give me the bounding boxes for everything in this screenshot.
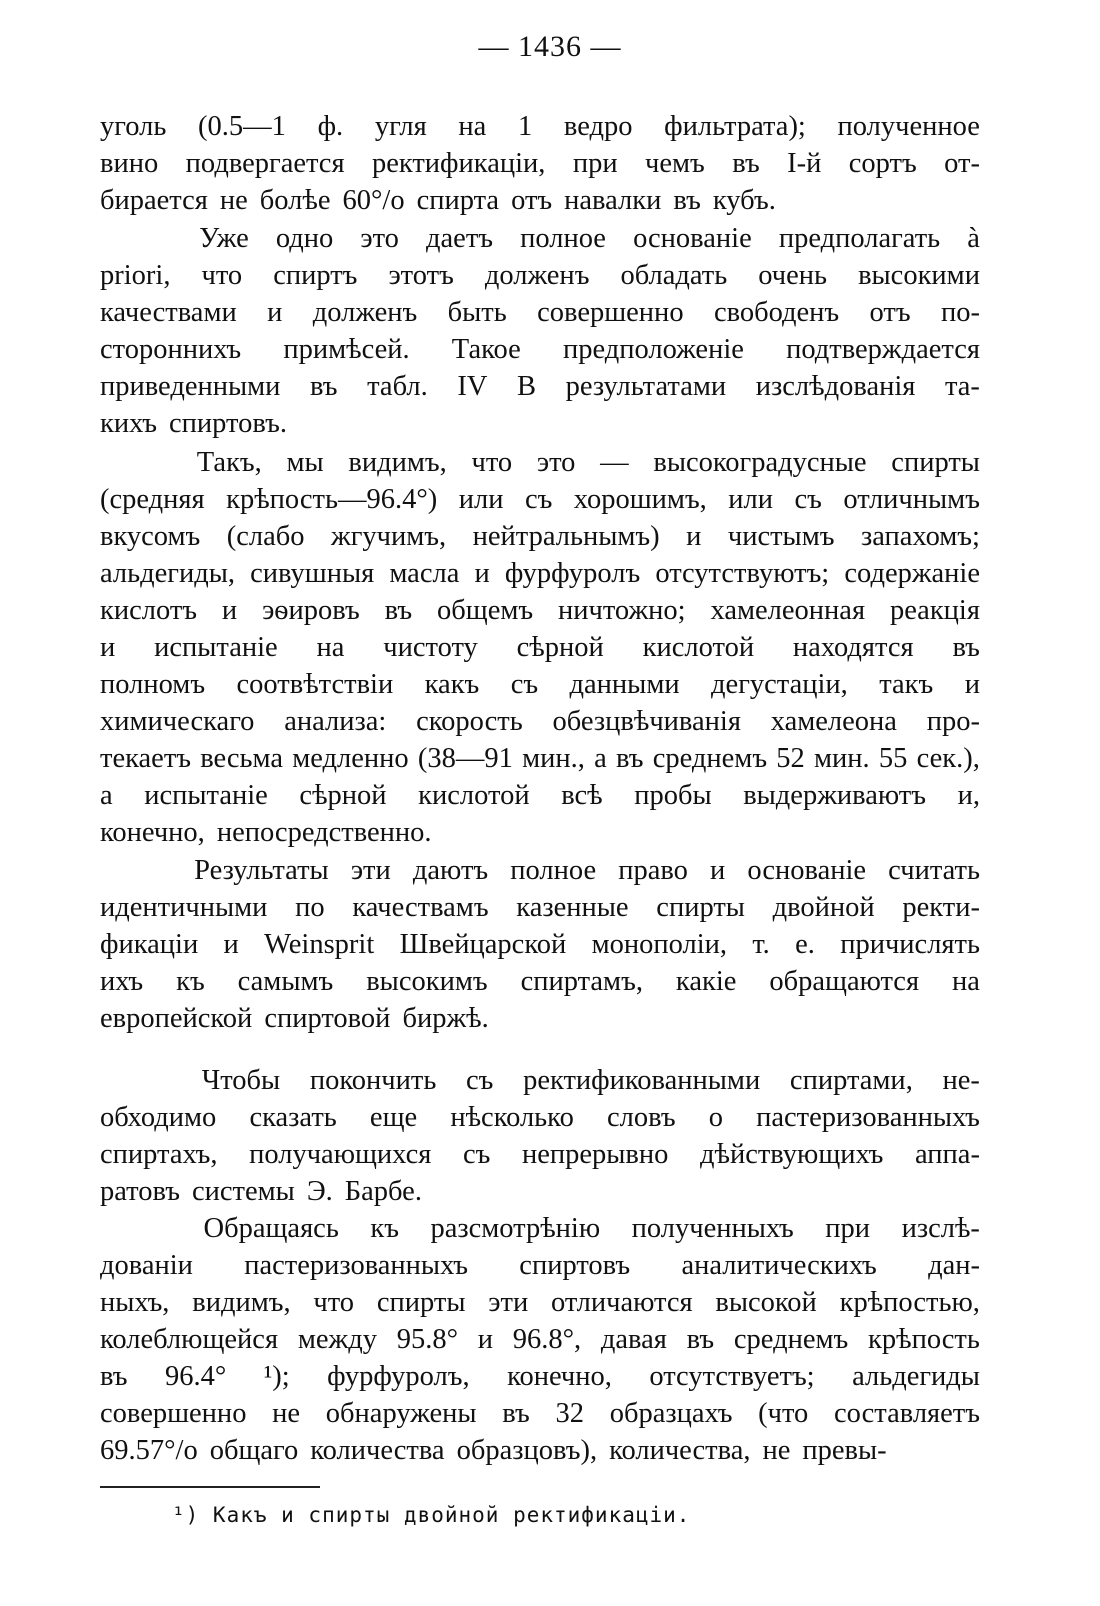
- text-line: совершенно не обнаружены въ 32 образцахъ (что составляетъ: [100, 1398, 980, 1429]
- footnote: ¹) Какъ и спирты двойной ректификаціи.: [172, 1503, 691, 1527]
- text-line: химическаго анализа: скорость обезцвѣчиванія хамелеона про-: [100, 706, 980, 737]
- text-line: текаетъ весьма медленно (38—91 мин., а въ среднемъ 52 мин. 55 сек.),: [100, 743, 980, 774]
- text-line: альдегиды, сивушныя масла и фурфуролъ отсутствуютъ; содержаніе: [100, 558, 980, 589]
- text-line: конечно, непосредственно.: [100, 817, 432, 848]
- text-line: стороннихъ примѣсей. Такое предположеніе подтверждается: [100, 334, 980, 365]
- text-line: Чтобы покончить съ ректификованными спиртами, не-: [201, 1065, 980, 1096]
- text-line: ратовъ системы Э. Барбе.: [100, 1176, 422, 1207]
- text-line: бирается не болѣе 60°/o спирта отъ навалки въ кубъ.: [100, 185, 776, 216]
- text-line: спиртахъ, получающихся съ непрерывно дѣйствующихъ аппа-: [100, 1139, 980, 1170]
- text-line: кихъ спиртовъ.: [100, 408, 287, 439]
- footnote-rule: [100, 1486, 320, 1488]
- text-line: приведенными въ табл. IV В результатами изслѣдованія та-: [100, 371, 980, 402]
- text-line: ныхъ, видимъ, что спирты эти отличаются высокой крѣпостью,: [100, 1287, 980, 1318]
- text-line: priori, что спиртъ этотъ долженъ обладать очень высокими: [100, 260, 980, 291]
- text-line: Такъ, мы видимъ, что это — высокоградусные спирты: [196, 447, 980, 478]
- text-line: европейской спиртовой биржѣ.: [100, 1003, 489, 1034]
- text-line: вкусомъ (слабо жгучимъ, нейтральнымъ) и чистымъ запахомъ;: [100, 521, 980, 552]
- text-line: качествами и долженъ быть совершенно свободенъ отъ по-: [100, 297, 980, 328]
- text-line: Обращаясь къ разсмотрѣнію полученныхъ при изслѣ-: [203, 1213, 980, 1244]
- text-line: идентичными по качествамъ казенные спирты двойной ректи-: [100, 892, 980, 923]
- text-line: обходимо сказать еще нѣсколько словъ о пастеризованныхъ: [100, 1102, 980, 1133]
- text-line: Уже одно это даетъ полное основаніе предполагать à: [199, 223, 980, 254]
- text-line: а испытаніе сѣрной кислотой всѣ пробы выдерживаютъ и,: [100, 780, 980, 811]
- text-line: фикаціи и Weinsprit Швейцарской монополіи, т. е. причислять: [100, 929, 980, 960]
- page-number: — 1436 —: [478, 30, 622, 63]
- text-line: дованіи пастеризованныхъ спиртовъ аналитическихъ дан-: [100, 1250, 980, 1281]
- text-line: кислотъ и эѳировъ въ общемъ ничтожно; хамелеонная реакція: [100, 595, 980, 626]
- text-line: ихъ къ самымъ высокимъ спиртамъ, какіе обращаются на: [100, 966, 980, 997]
- text-line: и испытаніе на чистоту сѣрной кислотой находятся въ: [100, 632, 980, 663]
- text-line: въ 96.4° ¹); фурфуролъ, конечно, отсутствуетъ; альдегиды: [100, 1361, 980, 1392]
- text-line: уголь (0.5—1 ф. угля на 1 ведро фильтрата); полученное: [100, 111, 980, 142]
- text-line: (средняя крѣпость—96.4°) или съ хорошимъ, или съ отличнымъ: [100, 484, 980, 515]
- text-line: полномъ соотвѣтствіи какъ съ данными дегустаціи, такъ и: [100, 669, 980, 700]
- text-line: Результаты эти даютъ полное право и основаніе считать: [194, 855, 980, 886]
- text-line: вино подвергается ректификаціи, при чемъ въ I-й сортъ от-: [100, 148, 980, 179]
- text-line: колеблющейся между 95.8° и 96.8°, давая въ среднемъ крѣпость: [100, 1324, 980, 1355]
- text-line: 69.57°/o общаго количества образцовъ), количества, не превы-: [100, 1435, 887, 1466]
